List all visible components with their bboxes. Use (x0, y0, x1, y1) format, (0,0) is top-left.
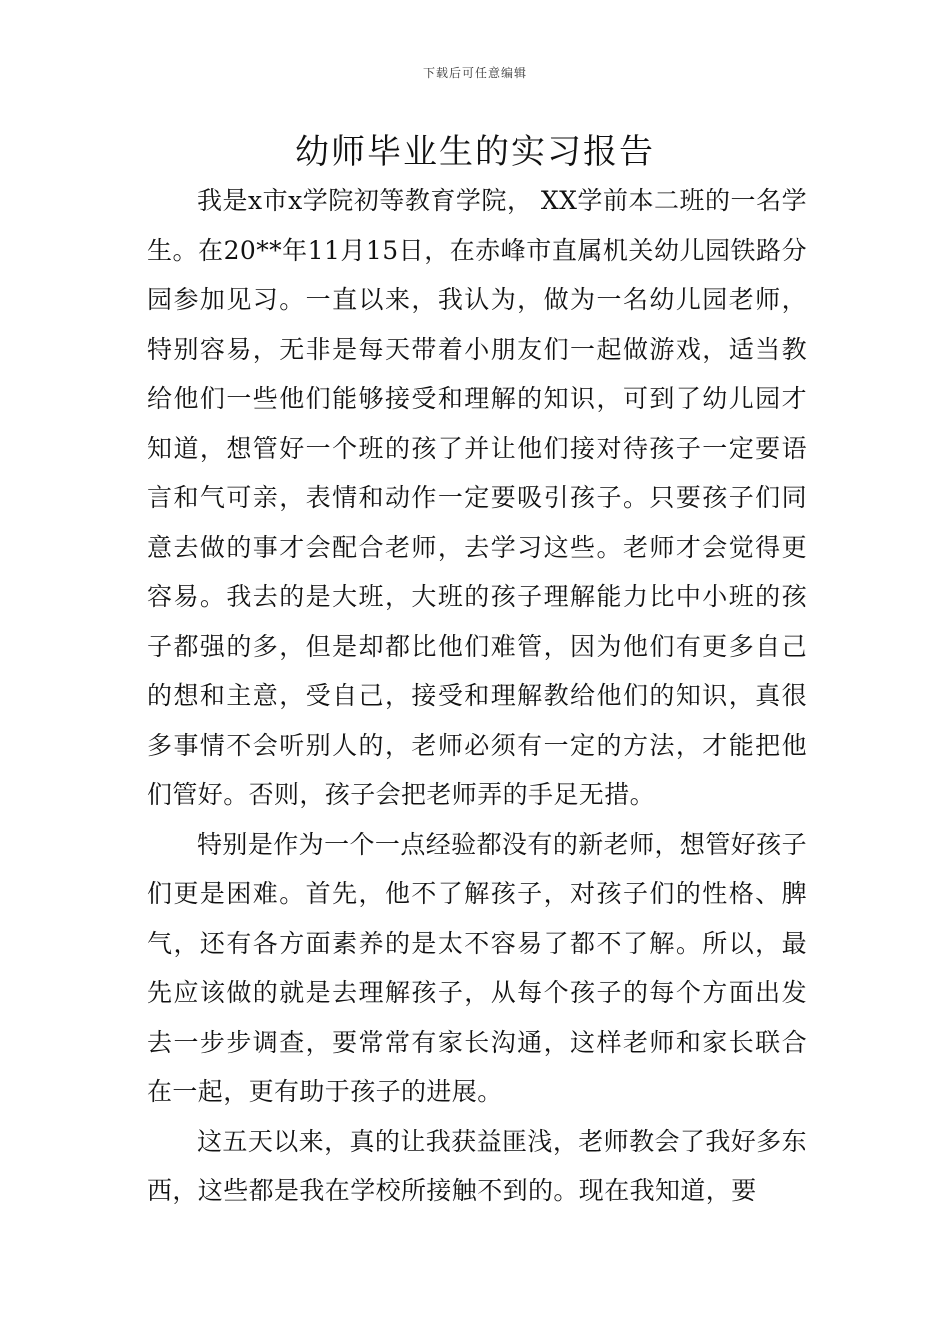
document-title: 幼师毕业生的实习报告 (295, 132, 655, 172)
paragraph-3: 这五天以来，真的让我获益匪浅，老师教会了我好多东西，这些都是我在学校所接触不到的。现在我知道，要 (147, 1126, 807, 1205)
paragraph-2: 特别是作为一个一点经验都没有的新老师，想管好孩子们更是困难。首先，他不了解孩子，对孩子们的性格、脾气，还有各方面素养的是太不容易了都不了解。所以，最先应该做的就是去理解孩子，从每个孩子的每个方面出发去一步步调查，要常常有家长沟通，这样老师和家长联合在一起，更有助于孩子的进展。 (147, 829, 807, 1106)
paragraph-1: 我是x市x学院初等教育学院， XX学前本二班的一名学生。在20**年11月15日，在赤峰市直属机关幼儿园铁路分园参加见习。一直以来，我认为，做为一名幼儿园老师，特别容易，无非是每天带着小朋友们一起做游戏，适当教给他们一些他们能够接受和理解的知识，可到了幼儿园才知道，想管好一个班的孩了并让他们接对待孩子一定要语言和气可亲，表情和动作一定要吸引孩子。只要孩子们同意去做的事才会配合老师，去学习这些。老师才会觉得更容易。我去的是大班，大班的孩子理解能力比中小班的孩子都强的多，但是却都比他们难管，因为他们有更多自己的想和主意，受自己，接受和理解教给他们的知识，真很多事情不会听别人的，老师必须有一定的方法，才能把他们管好。否则，孩子会把老师弄的手足无措。 (147, 186, 807, 809)
document-body (147, 176, 807, 1216)
header-note: 下载后可任意编辑 (422, 66, 527, 80)
